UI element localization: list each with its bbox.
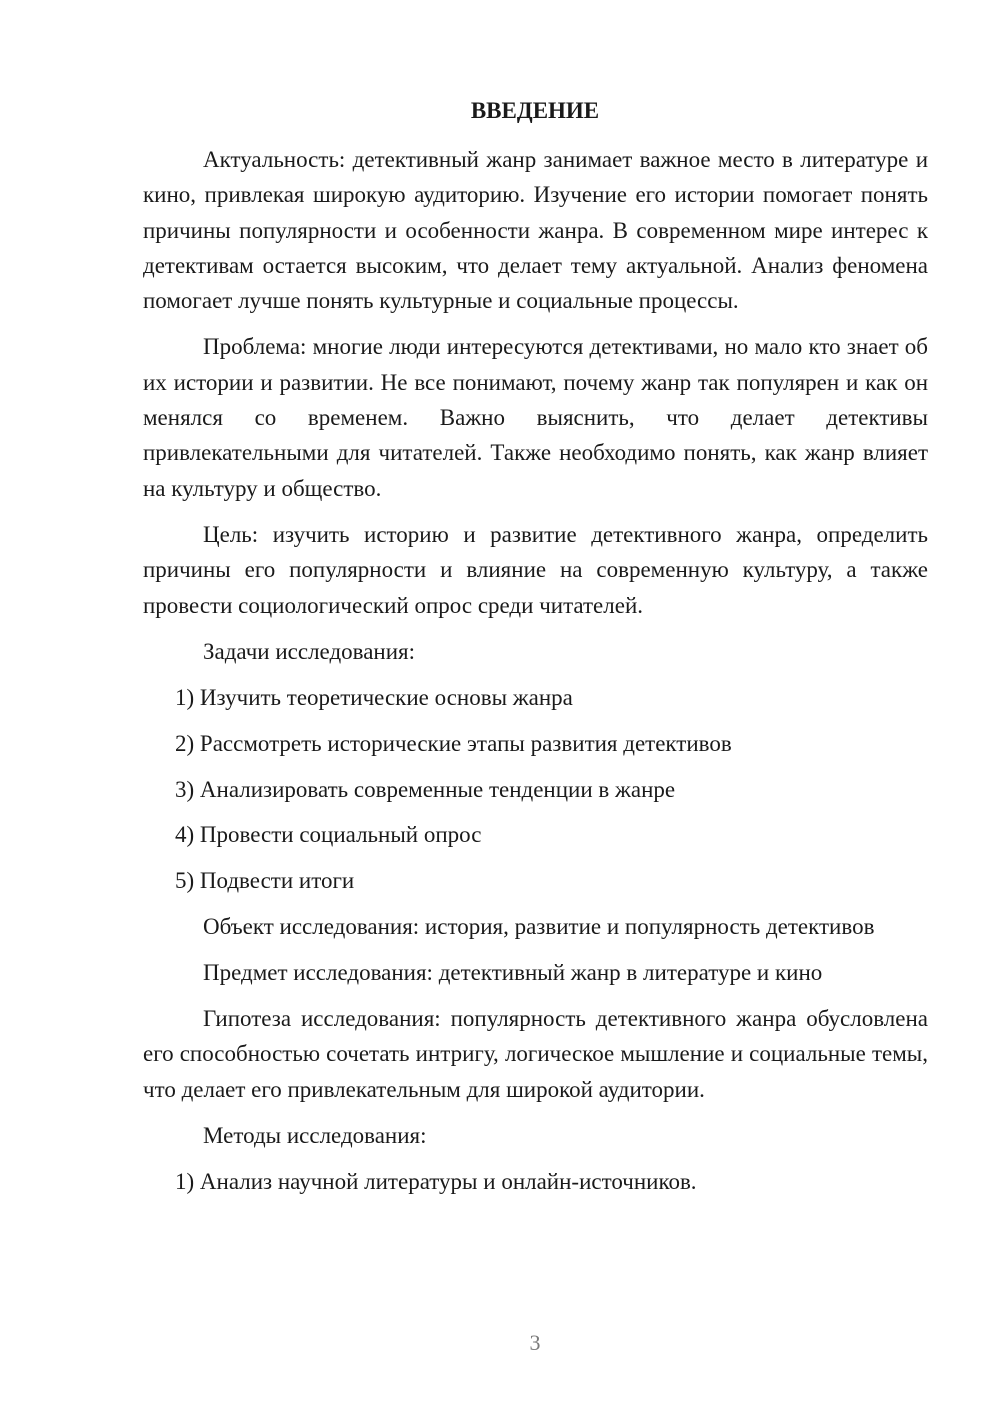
page-title: ВВЕДЕНИЕ bbox=[470, 98, 600, 123]
methods-heading: Методы исследования: bbox=[203, 1123, 427, 1149]
list-item: 5) Подвести итоги bbox=[175, 867, 355, 893]
problem-paragraph: Проблема: многие люди интересуются детективами, но мало кто знает об их истории и развитии. Не все понимают, почему жанр так популярен и как он менялся со временем. Важно выяснить, что делает детективы привлекательными для читателей. Также необходимо понять, как жанр влияет на культуру и общество. bbox=[143, 334, 928, 501]
subject-paragraph: Предмет исследования: детективный жанр в литературе и кино bbox=[203, 959, 823, 985]
goal-paragraph: Цель: изучить историю и развитие детективного жанра, определить причины его популярности и влияние на современную культуру, а также провести социологический опрос среди читателей. bbox=[143, 521, 928, 618]
hypothesis-paragraph: Гипотеза исследования: популярность детективного жанра обусловлена его способностью сочетать интригу, логическое мышление и социальные темы, что делает его привлекательным для широкой аудитории. bbox=[143, 1006, 928, 1102]
list-item: 2) Рассмотреть исторические этапы развития детективов bbox=[175, 730, 732, 756]
tasks-list bbox=[143, 680, 928, 898]
list-item: 1) Изучить теоретические основы жанра bbox=[175, 685, 573, 711]
list-item: 3) Анализировать современные тенденции в жанре bbox=[175, 776, 676, 802]
list-item: 4) Провести социальный опрос bbox=[175, 822, 482, 848]
list-item: 1) Анализ научной литературы и онлайн-источников. bbox=[175, 1169, 697, 1195]
relevance-paragraph: Актуальность: детективный жанр занимает важное место в литературе и кино, привлекая широкую аудиторию. Изучение его истории помогает понять причины популярности и особенности жанра. В современном мире интерес к детективам остается высоким, что делает тему актуальной. Анализ феномена помогает лучше понять культурные и социальные процессы. bbox=[143, 147, 928, 314]
page-content bbox=[143, 142, 928, 1210]
methods-list bbox=[143, 1164, 928, 1199]
object-paragraph: Объект исследования: история, развитие и популярность детективов bbox=[203, 913, 875, 939]
page-number: 3 bbox=[529, 1330, 541, 1355]
tasks-heading: Задачи исследования: bbox=[203, 638, 416, 664]
